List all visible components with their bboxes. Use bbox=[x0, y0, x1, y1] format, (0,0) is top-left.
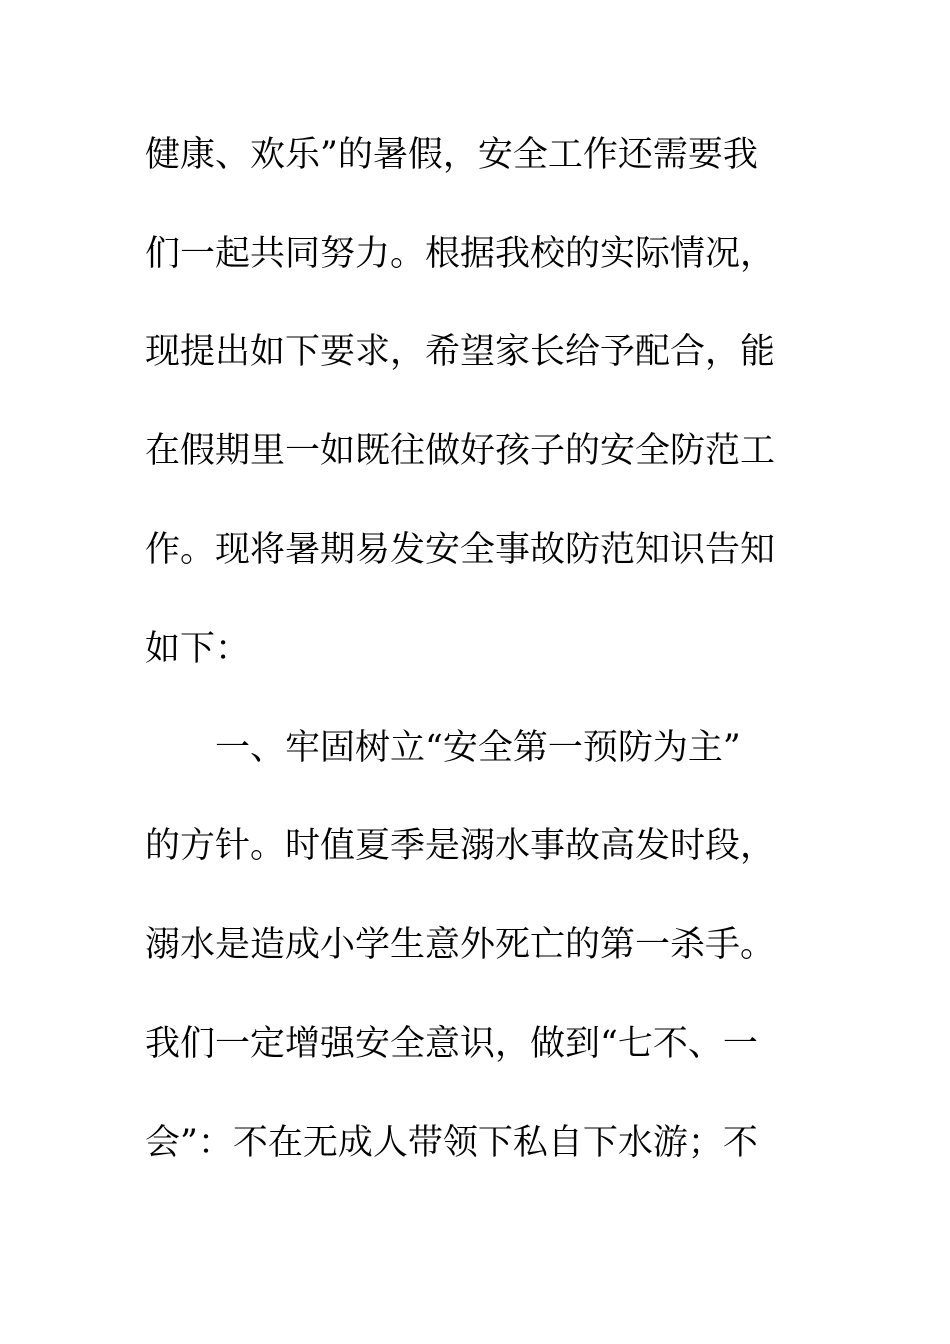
text-line: 现提出如下要求，希望家长给予配合，能 bbox=[145, 332, 776, 372]
text-line: 我们一定增强安全意识，做到“七不、一 bbox=[145, 1024, 758, 1064]
text-line: 们一起共同努力。根据我校的实际情况， bbox=[145, 234, 776, 274]
text-line: 在假期里一如既往做好孩子的安全防范工 bbox=[145, 431, 776, 471]
text-line: 作。现将暑期易发安全事故防范知识告知 bbox=[145, 530, 776, 570]
text-line: 溺水是造成小学生意外死亡的第一杀手。 bbox=[145, 925, 776, 965]
section-heading-line: 一、牢固树立“安全第一预防为主” bbox=[215, 728, 741, 768]
text-line: 健康、欢乐”的暑假，安全工作还需要我 bbox=[145, 135, 758, 175]
text-line: 如下： bbox=[145, 629, 251, 669]
text-line: 会”：不在无成人带领下私自下水游；不 bbox=[145, 1123, 758, 1163]
text-line: 的方针。时值夏季是溺水事故高发时段， bbox=[145, 826, 776, 866]
